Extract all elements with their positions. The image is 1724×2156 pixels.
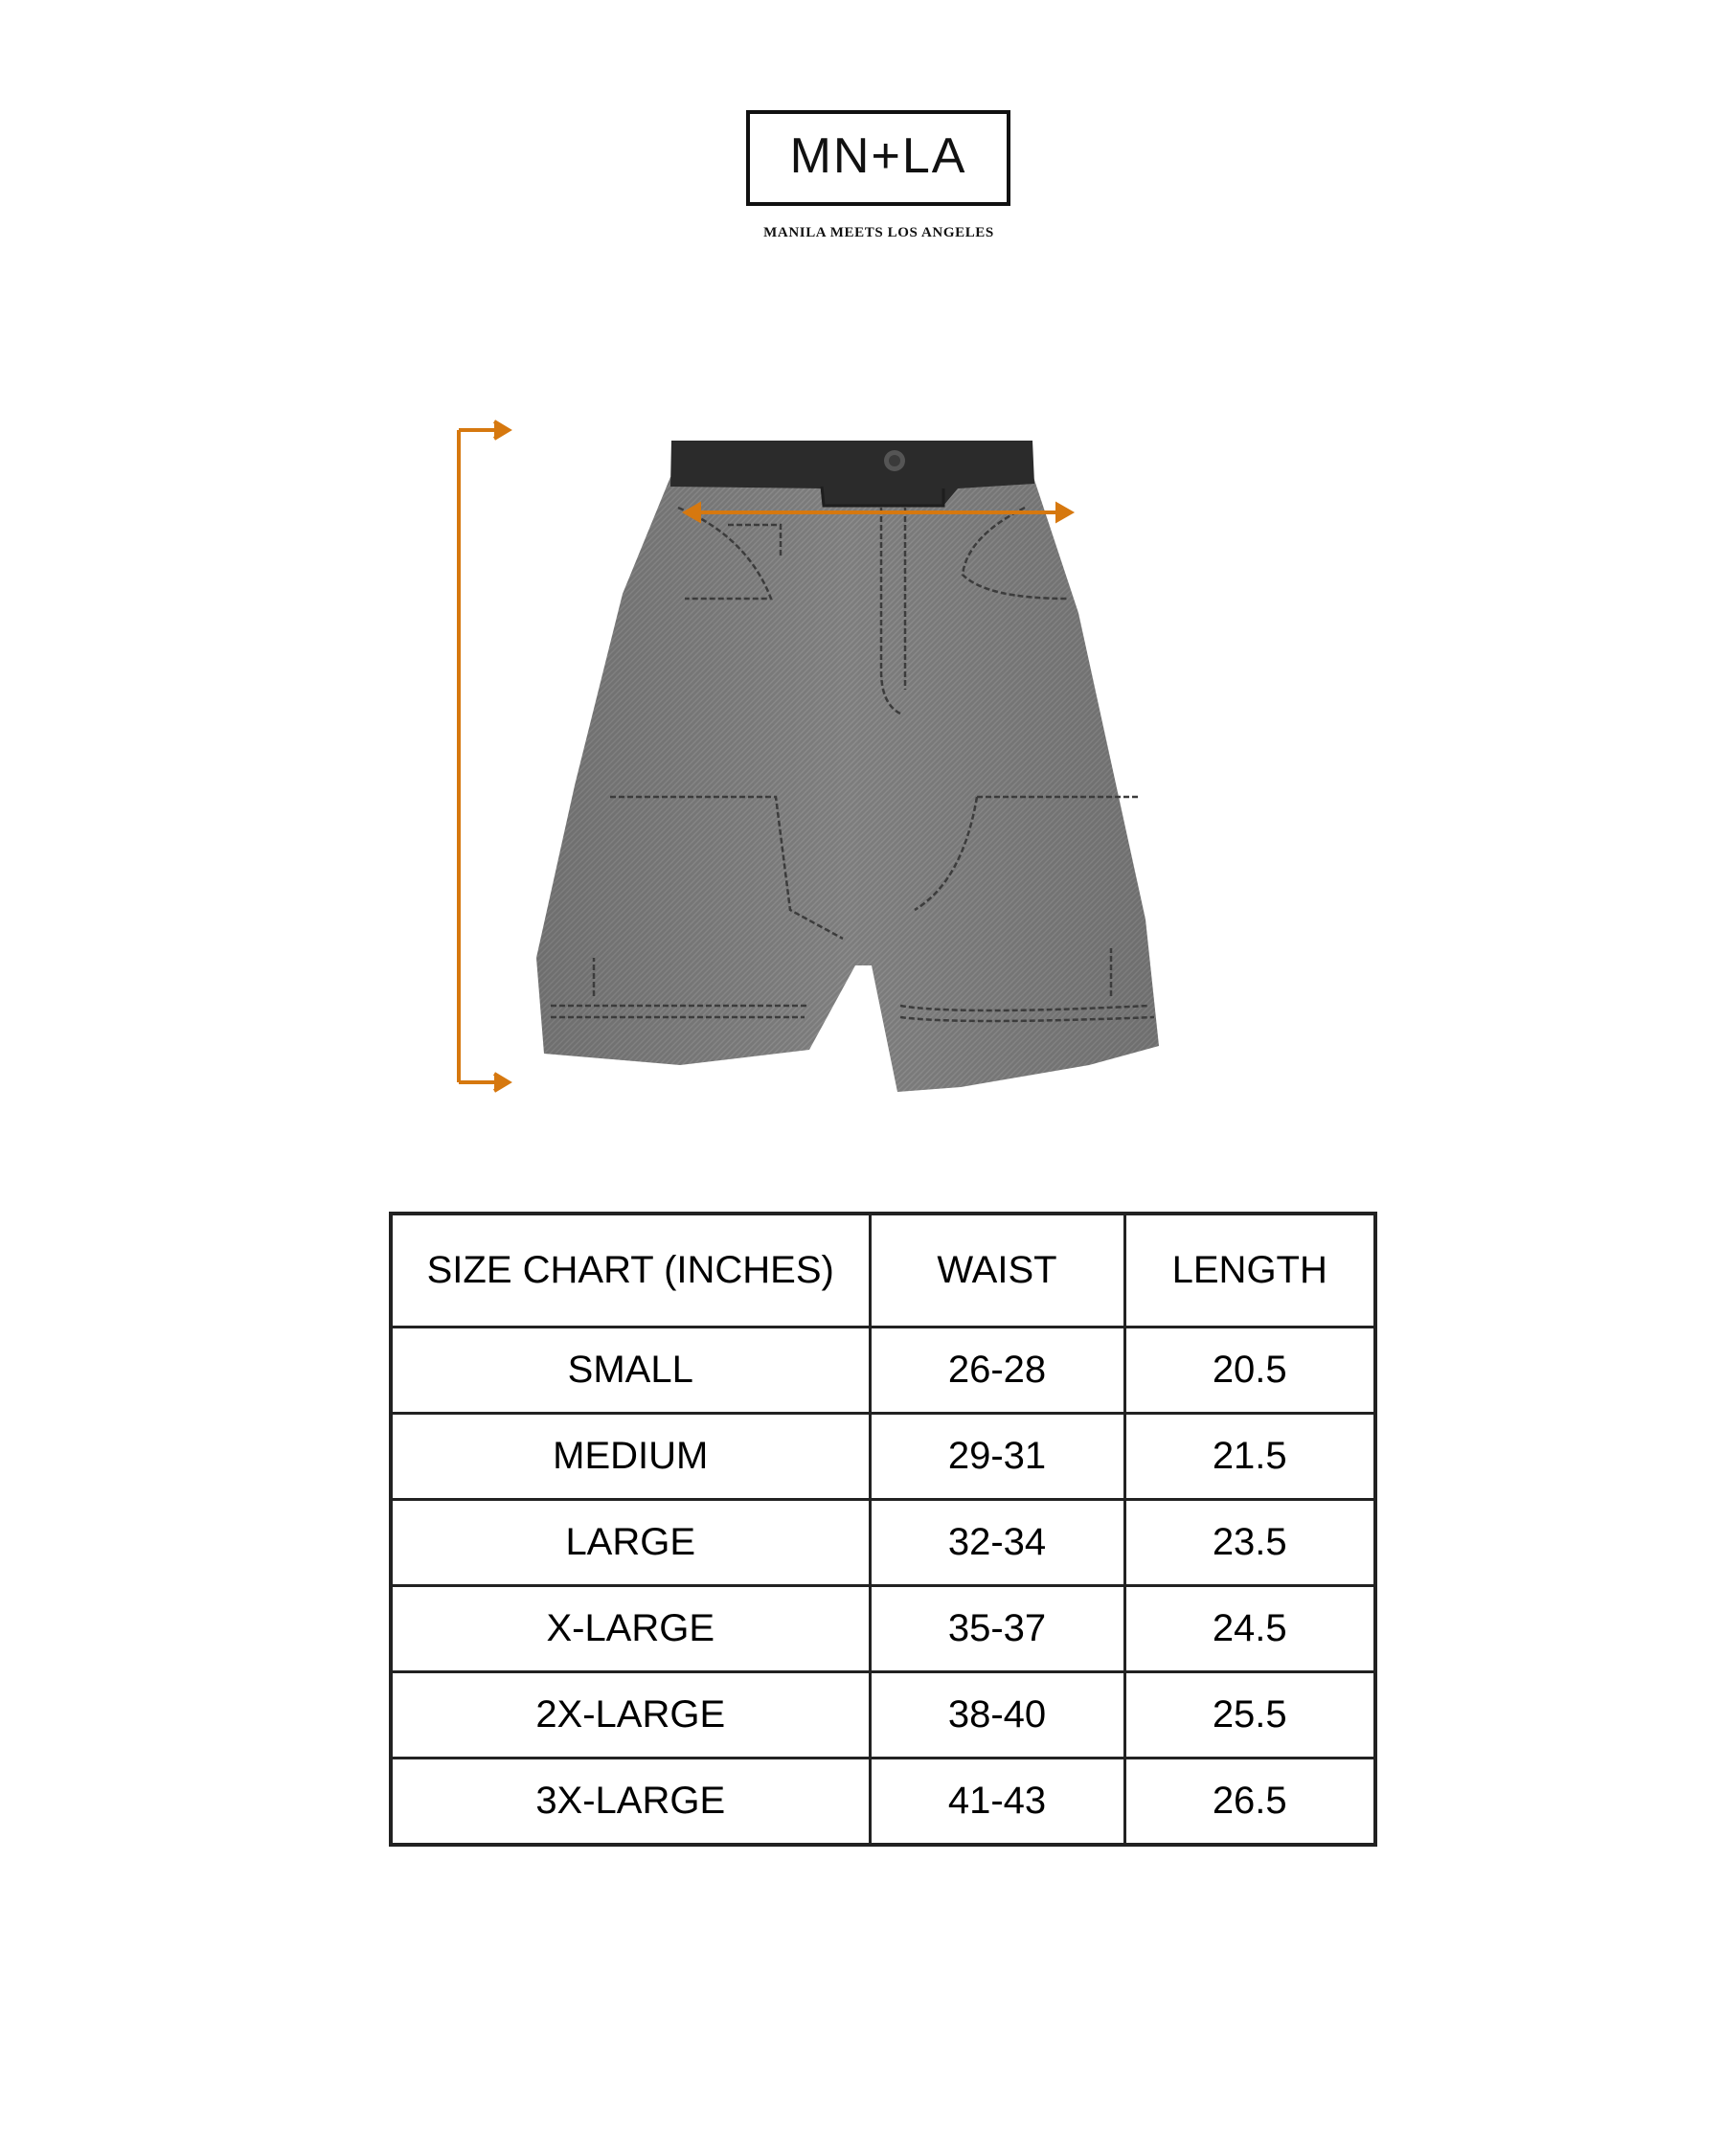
header-length: LENGTH: [1124, 1214, 1375, 1328]
waist-cell: 32-34: [870, 1500, 1124, 1586]
waist-button: [884, 450, 905, 471]
logo-tagline: MANILA MEETS LOS ANGELES: [763, 225, 994, 240]
size-cell: LARGE: [391, 1500, 870, 1586]
table-row: [391, 1759, 1375, 1846]
waist-cell: 26-28: [870, 1328, 1124, 1414]
length-cell: 23.5: [1124, 1500, 1375, 1586]
length-cell: 20.5: [1124, 1328, 1375, 1414]
size-cell: SMALL: [391, 1328, 870, 1414]
waist-cell: 38-40: [870, 1672, 1124, 1759]
waist-cell: 35-37: [870, 1586, 1124, 1672]
logo-mark: MN+LA: [789, 128, 967, 184]
waist-cell: 29-31: [870, 1414, 1124, 1500]
table-row: [391, 1586, 1375, 1672]
length-cell: 26.5: [1124, 1759, 1375, 1846]
waist-cell: 41-43: [870, 1759, 1124, 1846]
length-cell: 21.5: [1124, 1414, 1375, 1500]
header-size: SIZE CHART (INCHES): [391, 1214, 870, 1328]
shorts-body: [536, 477, 1159, 1092]
length-measure-arrow: [459, 421, 509, 1091]
table-row: [391, 1414, 1375, 1500]
length-cell: 24.5: [1124, 1586, 1375, 1672]
header-waist: WAIST: [870, 1214, 1124, 1328]
size-cell: 2X-LARGE: [391, 1672, 870, 1759]
size-chart-header-row: [391, 1214, 1375, 1328]
length-cell: 25.5: [1124, 1672, 1375, 1759]
size-cell: 3X-LARGE: [391, 1759, 870, 1846]
table-row: [391, 1500, 1375, 1586]
table-row: [391, 1672, 1375, 1759]
table-row: [391, 1328, 1375, 1414]
size-chart-table: [389, 1212, 1377, 1847]
size-cell: MEDIUM: [391, 1414, 870, 1500]
size-cell: X-LARGE: [391, 1586, 870, 1672]
